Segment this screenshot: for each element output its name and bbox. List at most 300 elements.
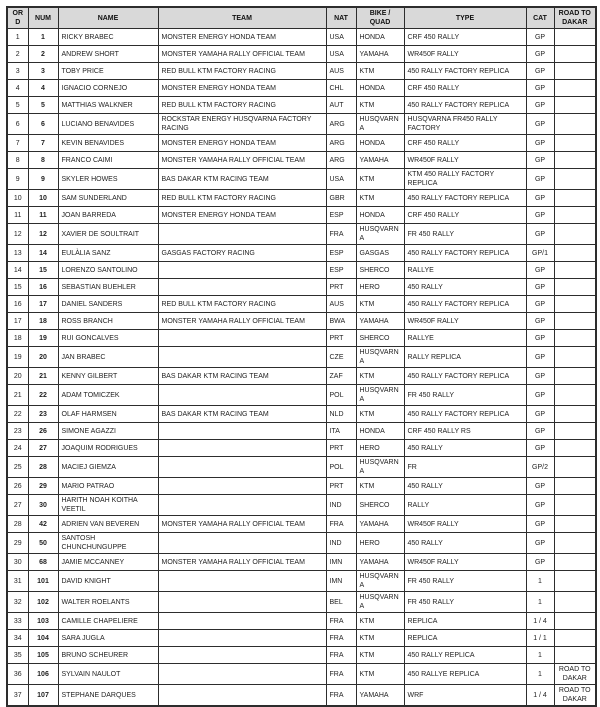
cell-ord: 24 bbox=[7, 440, 28, 457]
cell-rtd bbox=[554, 63, 596, 80]
cell-cat: 1 / 4 bbox=[526, 613, 554, 630]
table-row bbox=[7, 613, 596, 630]
table-row bbox=[7, 630, 596, 647]
cell-ord: 36 bbox=[7, 664, 28, 685]
cell-nat: POL bbox=[326, 385, 356, 406]
table-row bbox=[7, 571, 596, 592]
cell-type: 450 RALLYE REPLICA bbox=[404, 664, 526, 685]
cell-name: STEPHANE DARQUES bbox=[58, 685, 158, 707]
cell-bike: YAMAHA bbox=[356, 685, 404, 707]
cell-rtd bbox=[554, 368, 596, 385]
cell-team: RED BULL KTM FACTORY RACING bbox=[158, 63, 326, 80]
cell-num: 103 bbox=[28, 613, 58, 630]
cell-num: 101 bbox=[28, 571, 58, 592]
cell-team bbox=[158, 385, 326, 406]
cell-num: 12 bbox=[28, 224, 58, 245]
cell-name: SANTOSH CHUNCHUNGUPPE bbox=[58, 533, 158, 554]
column-header-type: TYPE bbox=[404, 7, 526, 29]
header-row bbox=[7, 7, 596, 29]
cell-num: 8 bbox=[28, 152, 58, 169]
cell-cat: GP bbox=[526, 330, 554, 347]
cell-nat: USA bbox=[326, 29, 356, 46]
cell-name: IGNACIO CORNEJO bbox=[58, 80, 158, 97]
cell-team bbox=[158, 224, 326, 245]
cell-rtd: ROAD TO DAKAR bbox=[554, 664, 596, 685]
cell-cat: 1 / 4 bbox=[526, 685, 554, 707]
cell-type: WR450F RALLY bbox=[404, 152, 526, 169]
table-row bbox=[7, 46, 596, 63]
cell-ord: 30 bbox=[7, 554, 28, 571]
cell-nat: ARG bbox=[326, 135, 356, 152]
cell-bike: KTM bbox=[356, 647, 404, 664]
cell-name: ADRIEN VAN BEVEREN bbox=[58, 516, 158, 533]
cell-num: 11 bbox=[28, 207, 58, 224]
cell-type: CRF 450 RALLY bbox=[404, 29, 526, 46]
cell-ord: 13 bbox=[7, 245, 28, 262]
cell-type: FR 450 RALLY bbox=[404, 571, 526, 592]
cell-type: 450 RALLY FACTORY REPLICA bbox=[404, 406, 526, 423]
cell-name: MATTHIAS WALKNER bbox=[58, 97, 158, 114]
cell-ord: 4 bbox=[7, 80, 28, 97]
cell-bike: KTM bbox=[356, 478, 404, 495]
cell-name: RICKY BRABEC bbox=[58, 29, 158, 46]
cell-cat: GP bbox=[526, 406, 554, 423]
cell-rtd bbox=[554, 554, 596, 571]
cell-team: MONSTER ENERGY HONDA TEAM bbox=[158, 207, 326, 224]
cell-rtd bbox=[554, 29, 596, 46]
table-row bbox=[7, 533, 596, 554]
table-row bbox=[7, 478, 596, 495]
cell-nat: FRA bbox=[326, 630, 356, 647]
cell-type: WR450F RALLY bbox=[404, 313, 526, 330]
cell-team: MONSTER YAMAHA RALLY OFFICIAL TEAM bbox=[158, 313, 326, 330]
cell-bike: HONDA bbox=[356, 135, 404, 152]
cell-rtd bbox=[554, 516, 596, 533]
cell-team: MONSTER ENERGY HONDA TEAM bbox=[158, 135, 326, 152]
cell-rtd bbox=[554, 114, 596, 135]
cell-num: 104 bbox=[28, 630, 58, 647]
cell-num: 1 bbox=[28, 29, 58, 46]
cell-team: GASGAS FACTORY RACING bbox=[158, 245, 326, 262]
cell-cat: GP bbox=[526, 478, 554, 495]
cell-type: RALLY bbox=[404, 495, 526, 516]
cell-cat: GP/2 bbox=[526, 457, 554, 478]
cell-ord: 32 bbox=[7, 592, 28, 613]
cell-name: SYLVAIN NAULOT bbox=[58, 664, 158, 685]
table-row bbox=[7, 169, 596, 190]
table-row bbox=[7, 114, 596, 135]
cell-num: 28 bbox=[28, 457, 58, 478]
cell-rtd bbox=[554, 313, 596, 330]
column-header-ord: ORD bbox=[7, 7, 28, 29]
cell-num: 27 bbox=[28, 440, 58, 457]
cell-bike: HUSQVARNA bbox=[356, 347, 404, 368]
cell-nat: IND bbox=[326, 533, 356, 554]
table-row bbox=[7, 63, 596, 80]
table-row bbox=[7, 330, 596, 347]
cell-team bbox=[158, 440, 326, 457]
cell-num: 10 bbox=[28, 190, 58, 207]
cell-rtd bbox=[554, 152, 596, 169]
cell-num: 19 bbox=[28, 330, 58, 347]
cell-team: RED BULL KTM FACTORY RACING bbox=[158, 97, 326, 114]
cell-name: BRUNO SCHEURER bbox=[58, 647, 158, 664]
cell-type: KTM 450 RALLY FACTORY REPLICA bbox=[404, 169, 526, 190]
cell-nat: FRA bbox=[326, 224, 356, 245]
cell-nat: CZE bbox=[326, 347, 356, 368]
cell-rtd bbox=[554, 385, 596, 406]
cell-ord: 3 bbox=[7, 63, 28, 80]
cell-name: SIMONE AGAZZI bbox=[58, 423, 158, 440]
cell-type: REPLICA bbox=[404, 613, 526, 630]
cell-nat: PRT bbox=[326, 478, 356, 495]
cell-rtd bbox=[554, 46, 596, 63]
cell-bike: HONDA bbox=[356, 80, 404, 97]
cell-rtd bbox=[554, 423, 596, 440]
cell-team: MONSTER YAMAHA RALLY OFFICIAL TEAM bbox=[158, 152, 326, 169]
cell-bike: YAMAHA bbox=[356, 46, 404, 63]
cell-nat: PRT bbox=[326, 330, 356, 347]
cell-name: SKYLER HOWES bbox=[58, 169, 158, 190]
cell-type: 450 RALLY REPLICA bbox=[404, 647, 526, 664]
cell-nat: AUS bbox=[326, 296, 356, 313]
column-header-rtd: ROAD TO DAKAR bbox=[554, 7, 596, 29]
table-row bbox=[7, 207, 596, 224]
cell-cat: GP bbox=[526, 207, 554, 224]
entry-list-table bbox=[6, 6, 597, 707]
cell-team: BAS DAKAR KTM RACING TEAM bbox=[158, 169, 326, 190]
column-header-cat: CAT bbox=[526, 7, 554, 29]
table-row bbox=[7, 554, 596, 571]
cell-bike: HUSQVARNA bbox=[356, 592, 404, 613]
cell-type: FR 450 RALLY bbox=[404, 592, 526, 613]
cell-nat: IMN bbox=[326, 554, 356, 571]
cell-nat: BWA bbox=[326, 313, 356, 330]
cell-nat: GBR bbox=[326, 190, 356, 207]
cell-num: 22 bbox=[28, 385, 58, 406]
cell-bike: GASGAS bbox=[356, 245, 404, 262]
cell-cat: GP bbox=[526, 63, 554, 80]
cell-rtd bbox=[554, 296, 596, 313]
cell-team bbox=[158, 478, 326, 495]
cell-num: 14 bbox=[28, 245, 58, 262]
cell-nat: POL bbox=[326, 457, 356, 478]
table-row bbox=[7, 664, 596, 685]
column-header-num: NUM bbox=[28, 7, 58, 29]
cell-bike: HERO bbox=[356, 279, 404, 296]
cell-ord: 2 bbox=[7, 46, 28, 63]
cell-bike: SHERCO bbox=[356, 262, 404, 279]
cell-num: 105 bbox=[28, 647, 58, 664]
cell-type: CRF 450 RALLY bbox=[404, 135, 526, 152]
cell-team bbox=[158, 347, 326, 368]
table-row bbox=[7, 296, 596, 313]
cell-rtd bbox=[554, 279, 596, 296]
cell-bike: SHERCO bbox=[356, 495, 404, 516]
cell-nat: PRT bbox=[326, 440, 356, 457]
cell-nat: AUT bbox=[326, 97, 356, 114]
cell-rtd bbox=[554, 97, 596, 114]
cell-ord: 29 bbox=[7, 533, 28, 554]
cell-name: JAN BRABEC bbox=[58, 347, 158, 368]
cell-nat: ARG bbox=[326, 152, 356, 169]
cell-team bbox=[158, 647, 326, 664]
cell-rtd bbox=[554, 630, 596, 647]
cell-cat: GP bbox=[526, 313, 554, 330]
cell-name: WALTER ROELANTS bbox=[58, 592, 158, 613]
cell-nat: FRA bbox=[326, 685, 356, 707]
cell-nat: IMN bbox=[326, 571, 356, 592]
cell-nat: FRA bbox=[326, 516, 356, 533]
cell-num: 23 bbox=[28, 406, 58, 423]
cell-bike: HUSQVARNA bbox=[356, 457, 404, 478]
cell-ord: 22 bbox=[7, 406, 28, 423]
cell-nat: FRA bbox=[326, 613, 356, 630]
cell-type: RALLYE bbox=[404, 262, 526, 279]
cell-cat: GP bbox=[526, 440, 554, 457]
cell-cat: GP bbox=[526, 495, 554, 516]
cell-name: JOAQUIM RODRIGUES bbox=[58, 440, 158, 457]
table-row bbox=[7, 29, 596, 46]
cell-nat: ARG bbox=[326, 114, 356, 135]
cell-type: FR bbox=[404, 457, 526, 478]
cell-nat: FRA bbox=[326, 647, 356, 664]
cell-ord: 7 bbox=[7, 135, 28, 152]
cell-bike: HONDA bbox=[356, 423, 404, 440]
cell-team: MONSTER YAMAHA RALLY OFFICIAL TEAM bbox=[158, 516, 326, 533]
cell-name: KENNY GILBERT bbox=[58, 368, 158, 385]
cell-team bbox=[158, 630, 326, 647]
column-header-nat: NAT bbox=[326, 7, 356, 29]
cell-bike: KTM bbox=[356, 296, 404, 313]
cell-bike: KTM bbox=[356, 368, 404, 385]
cell-type: 450 RALLY FACTORY REPLICA bbox=[404, 245, 526, 262]
cell-bike: HUSQVARNA bbox=[356, 224, 404, 245]
cell-rtd bbox=[554, 571, 596, 592]
cell-bike: HERO bbox=[356, 533, 404, 554]
table-row bbox=[7, 647, 596, 664]
cell-bike: KTM bbox=[356, 190, 404, 207]
cell-rtd bbox=[554, 80, 596, 97]
cell-team bbox=[158, 262, 326, 279]
cell-nat: ESP bbox=[326, 245, 356, 262]
cell-ord: 15 bbox=[7, 279, 28, 296]
cell-cat: 1 bbox=[526, 664, 554, 685]
cell-bike: SHERCO bbox=[356, 330, 404, 347]
cell-team bbox=[158, 330, 326, 347]
cell-name: ROSS BRANCH bbox=[58, 313, 158, 330]
table-row bbox=[7, 592, 596, 613]
cell-type: 450 RALLY bbox=[404, 478, 526, 495]
cell-name: ADAM TOMICZEK bbox=[58, 385, 158, 406]
cell-nat: AUS bbox=[326, 63, 356, 80]
cell-bike: HUSQVARNA bbox=[356, 571, 404, 592]
cell-name: CAMILLE CHAPELIERE bbox=[58, 613, 158, 630]
table-row bbox=[7, 685, 596, 707]
cell-num: 42 bbox=[28, 516, 58, 533]
cell-ord: 20 bbox=[7, 368, 28, 385]
cell-num: 15 bbox=[28, 262, 58, 279]
cell-name: EULÀLIA SANZ bbox=[58, 245, 158, 262]
cell-rtd bbox=[554, 495, 596, 516]
table-row bbox=[7, 152, 596, 169]
table-row bbox=[7, 262, 596, 279]
cell-team bbox=[158, 613, 326, 630]
cell-num: 106 bbox=[28, 664, 58, 685]
cell-nat: ESP bbox=[326, 262, 356, 279]
cell-cat: GP bbox=[526, 46, 554, 63]
table-row bbox=[7, 495, 596, 516]
table-row bbox=[7, 224, 596, 245]
cell-cat: GP bbox=[526, 169, 554, 190]
table-row bbox=[7, 313, 596, 330]
cell-cat: GP bbox=[526, 152, 554, 169]
cell-team: ROCKSTAR ENERGY HUSQVARNA FACTORY RACING bbox=[158, 114, 326, 135]
cell-name: FRANCO CAIMI bbox=[58, 152, 158, 169]
cell-num: 102 bbox=[28, 592, 58, 613]
cell-ord: 28 bbox=[7, 516, 28, 533]
cell-num: 5 bbox=[28, 97, 58, 114]
cell-num: 4 bbox=[28, 80, 58, 97]
cell-rtd bbox=[554, 457, 596, 478]
cell-cat: GP bbox=[526, 423, 554, 440]
cell-type: REPLICA bbox=[404, 630, 526, 647]
cell-num: 17 bbox=[28, 296, 58, 313]
cell-team: BAS DAKAR KTM RACING TEAM bbox=[158, 368, 326, 385]
cell-name: ANDREW SHORT bbox=[58, 46, 158, 63]
cell-bike: HONDA bbox=[356, 29, 404, 46]
cell-name: HARITH NOAH KOITHA VEETIL bbox=[58, 495, 158, 516]
cell-team: MONSTER ENERGY HONDA TEAM bbox=[158, 29, 326, 46]
cell-cat: 1 bbox=[526, 592, 554, 613]
cell-nat: PRT bbox=[326, 279, 356, 296]
cell-team: BAS DAKAR KTM RACING TEAM bbox=[158, 406, 326, 423]
table-row bbox=[7, 135, 596, 152]
cell-num: 20 bbox=[28, 347, 58, 368]
cell-type: 450 RALLY FACTORY REPLICA bbox=[404, 190, 526, 207]
cell-name: TOBY PRICE bbox=[58, 63, 158, 80]
table-row bbox=[7, 406, 596, 423]
cell-ord: 16 bbox=[7, 296, 28, 313]
cell-nat: USA bbox=[326, 169, 356, 190]
cell-ord: 26 bbox=[7, 478, 28, 495]
cell-num: 26 bbox=[28, 423, 58, 440]
cell-team bbox=[158, 571, 326, 592]
column-header-team: TEAM bbox=[158, 7, 326, 29]
cell-ord: 34 bbox=[7, 630, 28, 647]
cell-bike: KTM bbox=[356, 406, 404, 423]
cell-cat: GP bbox=[526, 262, 554, 279]
cell-rtd bbox=[554, 262, 596, 279]
cell-cat: GP/1 bbox=[526, 245, 554, 262]
cell-cat: GP bbox=[526, 80, 554, 97]
cell-bike: HUSQVARNA bbox=[356, 385, 404, 406]
cell-ord: 23 bbox=[7, 423, 28, 440]
table-row bbox=[7, 279, 596, 296]
cell-type: CRF 450 RALLY RS bbox=[404, 423, 526, 440]
cell-type: WR450F RALLY bbox=[404, 554, 526, 571]
cell-team bbox=[158, 423, 326, 440]
cell-nat: NLD bbox=[326, 406, 356, 423]
cell-name: OLAF HARMSEN bbox=[58, 406, 158, 423]
cell-ord: 8 bbox=[7, 152, 28, 169]
cell-name: JOAN BARREDA bbox=[58, 207, 158, 224]
cell-name: DANIEL SANDERS bbox=[58, 296, 158, 313]
cell-type: CRF 450 RALLY bbox=[404, 207, 526, 224]
cell-nat: USA bbox=[326, 46, 356, 63]
table-row bbox=[7, 385, 596, 406]
table-row bbox=[7, 368, 596, 385]
cell-team bbox=[158, 664, 326, 685]
cell-type: CRF 450 RALLY bbox=[404, 80, 526, 97]
table-row bbox=[7, 440, 596, 457]
cell-team bbox=[158, 457, 326, 478]
cell-type: RALLY REPLICA bbox=[404, 347, 526, 368]
cell-ord: 14 bbox=[7, 262, 28, 279]
column-header-name: NAME bbox=[58, 7, 158, 29]
cell-num: 9 bbox=[28, 169, 58, 190]
cell-cat: GP bbox=[526, 296, 554, 313]
cell-bike: KTM bbox=[356, 664, 404, 685]
cell-cat: GP bbox=[526, 554, 554, 571]
cell-rtd bbox=[554, 347, 596, 368]
cell-ord: 12 bbox=[7, 224, 28, 245]
cell-type: RALLYE bbox=[404, 330, 526, 347]
cell-rtd bbox=[554, 440, 596, 457]
cell-name: DAVID KNIGHT bbox=[58, 571, 158, 592]
cell-num: 3 bbox=[28, 63, 58, 80]
cell-type: FR 450 RALLY bbox=[404, 224, 526, 245]
cell-cat: GP bbox=[526, 347, 554, 368]
cell-cat: 1 bbox=[526, 571, 554, 592]
column-header-bike: BIKE / QUAD bbox=[356, 7, 404, 29]
cell-name: JAMIE MCCANNEY bbox=[58, 554, 158, 571]
cell-nat: FRA bbox=[326, 664, 356, 685]
cell-type: WR450F RALLY bbox=[404, 516, 526, 533]
table-row bbox=[7, 190, 596, 207]
cell-cat: GP bbox=[526, 533, 554, 554]
cell-cat: GP bbox=[526, 190, 554, 207]
cell-rtd bbox=[554, 245, 596, 262]
cell-name: SARA JUGLA bbox=[58, 630, 158, 647]
cell-rtd: ROAD TO DAKAR bbox=[554, 685, 596, 707]
cell-num: 21 bbox=[28, 368, 58, 385]
cell-team bbox=[158, 533, 326, 554]
cell-nat: CHL bbox=[326, 80, 356, 97]
cell-rtd bbox=[554, 592, 596, 613]
cell-ord: 1 bbox=[7, 29, 28, 46]
cell-bike: HONDA bbox=[356, 207, 404, 224]
cell-bike: YAMAHA bbox=[356, 152, 404, 169]
cell-cat: GP bbox=[526, 385, 554, 406]
cell-bike: HUSQVARNA bbox=[356, 114, 404, 135]
cell-nat: ESP bbox=[326, 207, 356, 224]
cell-cat: GP bbox=[526, 114, 554, 135]
cell-ord: 21 bbox=[7, 385, 28, 406]
cell-cat: GP bbox=[526, 29, 554, 46]
cell-cat: 1 / 1 bbox=[526, 630, 554, 647]
cell-type: 450 RALLY bbox=[404, 440, 526, 457]
cell-cat: GP bbox=[526, 97, 554, 114]
cell-ord: 31 bbox=[7, 571, 28, 592]
cell-name: KEVIN BENAVIDES bbox=[58, 135, 158, 152]
cell-name: XAVIER DE SOULTRAIT bbox=[58, 224, 158, 245]
table-row bbox=[7, 347, 596, 368]
cell-team: MONSTER ENERGY HONDA TEAM bbox=[158, 80, 326, 97]
cell-type: HUSQVARNA FR450 RALLY FACTORY bbox=[404, 114, 526, 135]
cell-name: SAM SUNDERLAND bbox=[58, 190, 158, 207]
cell-ord: 9 bbox=[7, 169, 28, 190]
